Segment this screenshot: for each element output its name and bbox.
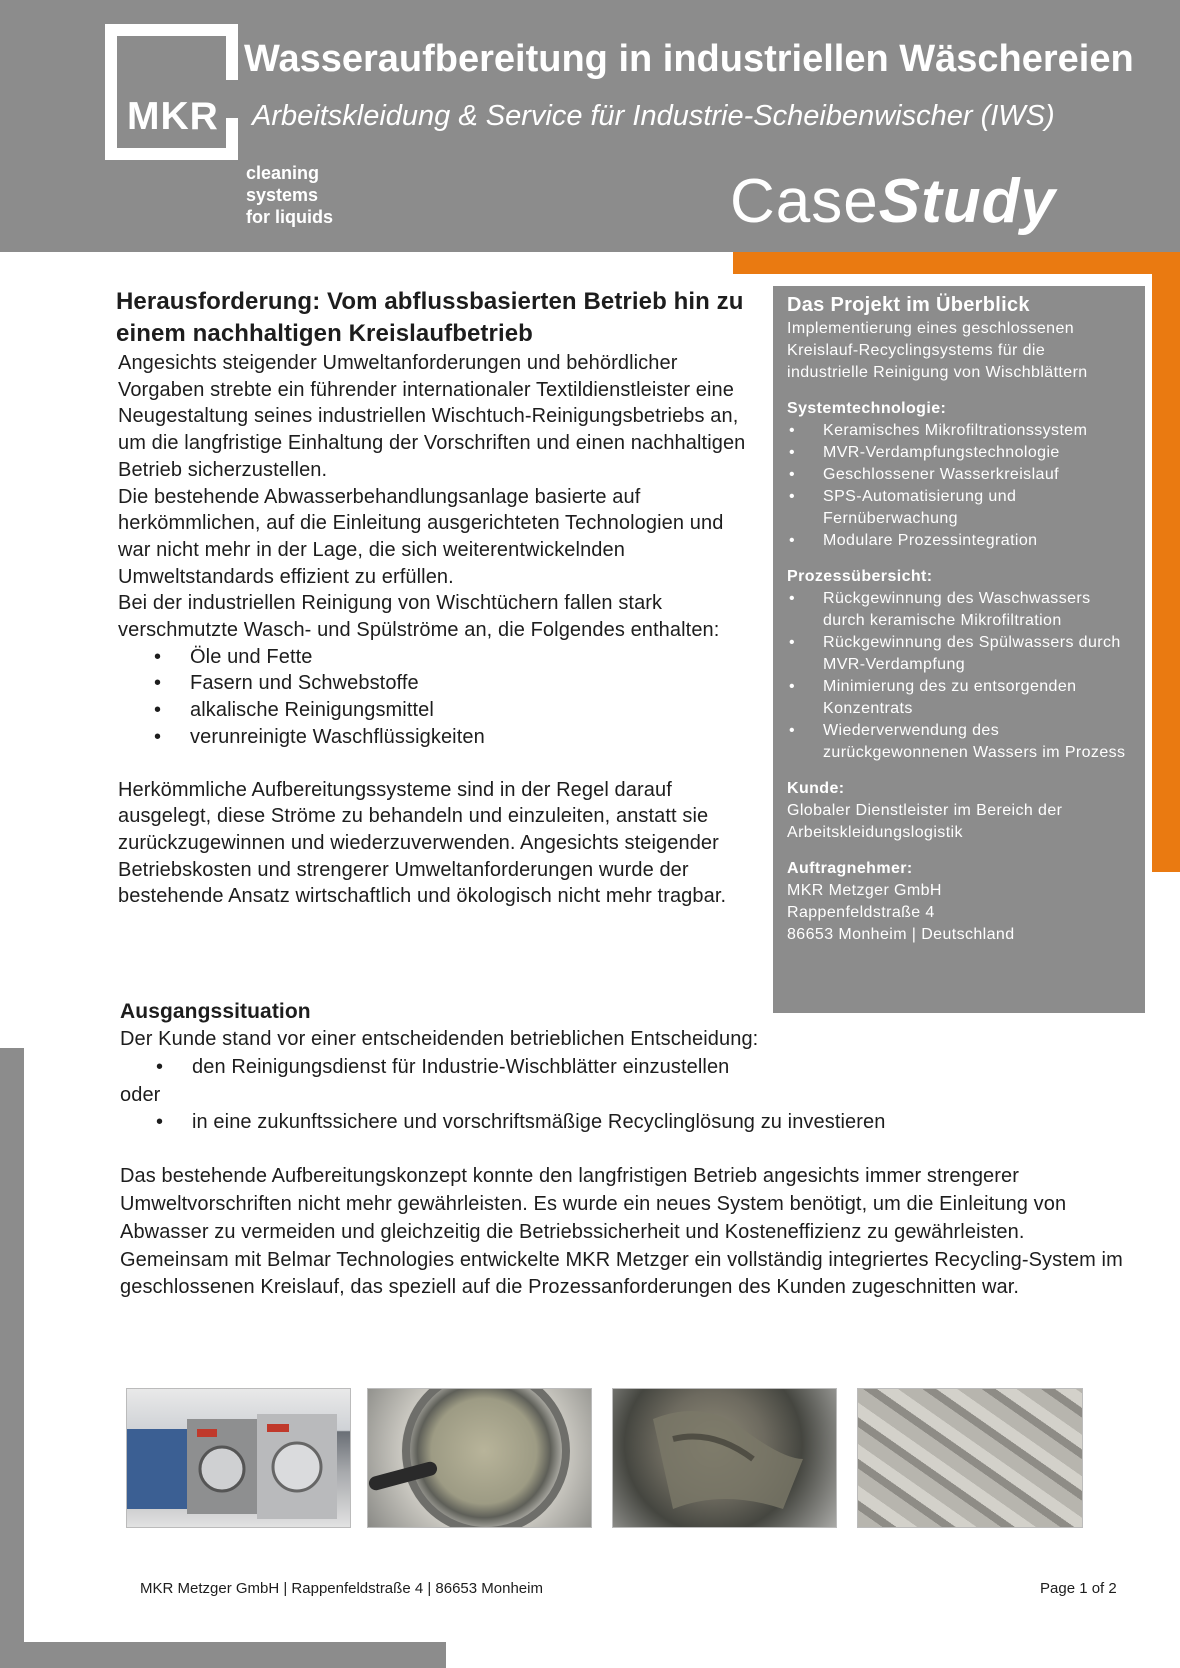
photo-washing-machines xyxy=(126,1388,351,1528)
list-item: • Minimierung des zu entsorgenden Konzentrats xyxy=(787,676,1131,720)
wipes-illustration xyxy=(613,1389,837,1528)
challenge-section xyxy=(118,286,748,910)
list-item: • Keramisches Mikrofiltrationssystem xyxy=(787,420,1131,442)
logo-frame-bottom xyxy=(105,148,238,160)
list-item: • Rückgewinnung des Waschwassers durch keramische Mikrofiltration xyxy=(787,588,1131,632)
photo-clean-wipes xyxy=(857,1388,1083,1528)
list-item: • Wiederverwendung des zurückgewonnenen Wassers im Prozess xyxy=(787,720,1131,764)
situation-section xyxy=(120,998,1140,1302)
option-list xyxy=(156,1109,1140,1137)
logo-frame-right-top xyxy=(226,24,238,80)
challenge-paragraph: Bei der industriellen Reinigung von Wischtüchern fallen stark verschmutzte Wasch- und Spülströme an, die Folgendes enthalten: xyxy=(118,592,720,642)
list-item: • Geschlossener Wasserkreislauf xyxy=(787,464,1131,486)
list-item: • MVR-Verdampfungstechnologie xyxy=(787,442,1131,464)
list-item: • Modulare Prozessintegration xyxy=(787,530,1131,552)
contractor-line: Rappenfeldstraße 4 xyxy=(787,904,935,921)
situation-intro: Der Kunde stand vor einer entscheidenden betrieblichen Entscheidung: xyxy=(120,1028,759,1050)
project-overview-box xyxy=(773,286,1145,1013)
customer-title: Kunde: xyxy=(787,780,845,797)
option-list xyxy=(156,1054,1140,1082)
list-item: • alkalische Reinigungsmittel xyxy=(154,697,748,724)
list-item: • Fasern und Schwebstoffe xyxy=(154,670,748,697)
system-tech-list xyxy=(787,420,1131,552)
overview-intro: Implementierung eines geschlossenen Kreislauf-Recyclingsystems für die industrielle Reinigung von Wischblättern xyxy=(787,320,1088,381)
decor-strip-bottom xyxy=(0,1642,446,1668)
decor-strip-left xyxy=(0,1048,24,1668)
challenge-heading: Herausforderung: Vom abflussbasierten Betrieb hin zu einem nachhaltigen Kreislaufbetrieb xyxy=(116,288,744,347)
spacer xyxy=(118,751,748,777)
casestudy-label xyxy=(730,166,1056,237)
situation-paragraph: Gemeinsam mit Belmar Technologies entwickelte MKR Metzger ein vollständig integriertes Recycling-System im geschlossenen Kreislauf, das speziell auf die Prozessanforderungen des Kunden zugeschnitten war. xyxy=(120,1248,1123,1299)
situation-heading: Ausgangssituation xyxy=(120,1000,311,1023)
list-item: • verunreinigte Waschflüssigkeiten xyxy=(154,724,748,751)
orange-accent-horizontal xyxy=(733,252,1180,274)
process-title: Prozessübersicht: xyxy=(787,568,933,585)
photo-dirty-wipes xyxy=(612,1388,837,1528)
list-item: • Rückgewinnung des Spülwassers durch MVR-Verdampfung xyxy=(787,632,1131,676)
situation-or: oder xyxy=(120,1083,161,1106)
page-number: Page 1 of 2 xyxy=(1040,1580,1117,1597)
contractor-title: Auftragnehmer: xyxy=(787,860,913,877)
challenge-paragraph: Angesichts steigender Umweltanforderungen und behördlicher Vorgaben strebte ein führender internationaler Textildienstleister eine Neugestaltung seines industriellen Wischtuch-Reinigungsbetriebs an, um die langfristige Einhaltung der Vorschriften und einen nachhaltigen Betrieb sicherzustellen. xyxy=(118,352,746,481)
challenge-closing: Herkömmliche Aufbereitungssysteme sind in der Regel darauf ausgelegt, diese Ströme zu behandeln und einzuleiten, anstatt sie zurückzugewinnen und wiederzuverwenden. Angesichts steigender Betriebskosten und strengerer Umweltanforderungen wurde der bestehende Ansatz wirtschaftlich und ökologisch nicht mehr tragbar. xyxy=(118,778,727,908)
tagline-line: systems xyxy=(246,185,319,205)
document-title: Wasseraufbereitung in industriellen Wäschereien xyxy=(244,38,1134,80)
orange-accent-vertical xyxy=(1152,252,1180,872)
document-subtitle: Arbeitskleidung & Service für Industrie-Scheibenwischer (IWS) xyxy=(252,100,1055,132)
contractor-line: 86653 Monheim | Deutschland xyxy=(787,926,1015,943)
overview-title: Das Projekt im Überblick xyxy=(787,294,1030,316)
machines-illustration xyxy=(127,1389,351,1528)
logo-frame-right-bottom xyxy=(226,118,238,160)
drum-illustration xyxy=(368,1389,592,1528)
process-list xyxy=(787,588,1131,764)
photo-filter-drum xyxy=(367,1388,592,1528)
tagline-line: cleaning xyxy=(246,163,320,183)
list-item: • in eine zukunftssichere und vorschriftsmäßige Recyclinglösung zu investieren xyxy=(156,1109,1140,1137)
company-logo: MKR xyxy=(127,95,219,138)
challenge-paragraph: Die bestehende Abwasserbehandlungsanlage basierte auf herkömmlichen, auf die Einleitung ausgerichteten Technologien und war nicht mehr in der Lage, die sich weiterentwickelnden Umweltstandards effizient zu erfüllen. xyxy=(118,485,724,588)
logo-frame-top xyxy=(105,24,238,36)
spacer xyxy=(120,1137,1140,1163)
list-item: • Öle und Fette xyxy=(154,644,748,671)
customer-text: Globaler Dienstleister im Bereich der Arbeitskleidungslogistik xyxy=(787,802,1063,841)
list-item: • den Reinigungsdienst für Industrie-Wischblätter einzustellen xyxy=(156,1054,1140,1082)
list-item: • SPS-Automatisierung und Fernüberwachung xyxy=(787,486,1131,530)
logo-frame-left xyxy=(105,24,117,160)
contractor-line: MKR Metzger GmbH xyxy=(787,882,942,899)
header-banner xyxy=(0,0,1180,252)
contaminant-list xyxy=(154,644,748,751)
casestudy-light: Case xyxy=(730,167,879,236)
footer-address: MKR Metzger GmbH | Rappenfeldstraße 4 | 86653 Monheim xyxy=(140,1580,543,1597)
situation-paragraph: Das bestehende Aufbereitungskonzept konnte den langfristigen Betrieb angesichts immer strengerer Umweltvorschriften nicht mehr gewährleisten. Es wurde ein neues System benötigt, um die Einleitung von Abwasser zu vermeiden und gleichzeitig die Betriebssicherheit und Kosteneffizienz zu gewährleisten. xyxy=(120,1165,1067,1243)
system-tech-title: Systemtechnologie: xyxy=(787,400,947,417)
tagline-line: for liquids xyxy=(246,207,333,227)
casestudy-bold: Study xyxy=(878,167,1056,236)
logo-tagline xyxy=(246,162,333,228)
